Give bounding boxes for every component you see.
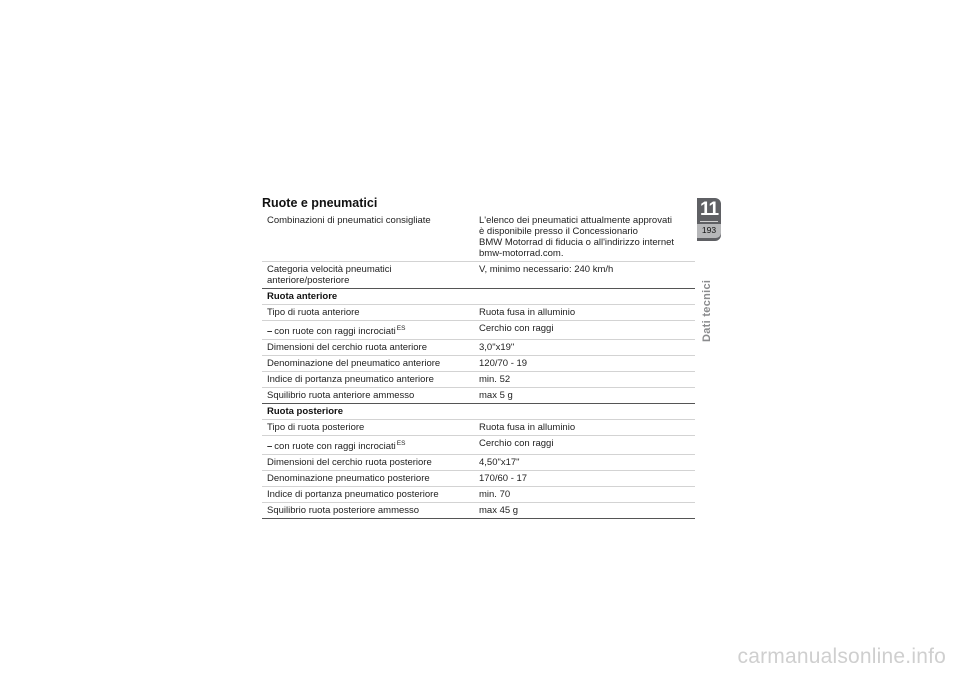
row-label xyxy=(262,321,474,340)
row-label xyxy=(262,436,474,455)
group-heading-label: Ruota posteriore xyxy=(262,404,695,420)
table-row xyxy=(262,388,695,404)
option-superscript: ES xyxy=(396,440,406,447)
row-value: V, minimo necessario: 240 km/h xyxy=(474,262,695,289)
table-row xyxy=(262,340,695,356)
row-value: 170/60 - 17 xyxy=(474,471,695,487)
table-row xyxy=(262,321,695,340)
specs-table xyxy=(262,213,695,519)
row-label: Tipo di ruota posteriore xyxy=(262,420,474,436)
watermark: carmanualsonline.info xyxy=(737,645,946,668)
chapter-side-label: Dati tecnici xyxy=(701,279,713,342)
section-title: Ruote e pneumatici xyxy=(262,196,378,210)
row-label: Denominazione del pneumatico anteriore xyxy=(262,356,474,372)
table-row xyxy=(262,436,695,455)
table-row xyxy=(262,455,695,471)
group-heading-rear xyxy=(262,404,695,420)
table-row xyxy=(262,372,695,388)
row-label: Denominazione pneumatico posteriore xyxy=(262,471,474,487)
dash-icon: – xyxy=(267,326,273,337)
row-value: Cerchio con raggi xyxy=(474,436,695,455)
row-value xyxy=(474,213,695,262)
row-label-text: con ruote con raggi incrociati xyxy=(274,441,396,452)
table-row xyxy=(262,471,695,487)
dash-icon: – xyxy=(267,441,273,452)
chapter-number: 11 xyxy=(699,199,719,220)
chapter-tab xyxy=(697,198,721,241)
row-value: Cerchio con raggi xyxy=(474,321,695,340)
table-row xyxy=(262,262,695,289)
table-row xyxy=(262,420,695,436)
page-number: 193 xyxy=(697,224,721,238)
row-label: Dimensioni del cerchio ruota anteriore xyxy=(262,340,474,356)
row-value: 3,0"x19" xyxy=(474,340,695,356)
table-row xyxy=(262,487,695,503)
row-value: 120/70 - 19 xyxy=(474,356,695,372)
row-value: max 5 g xyxy=(474,388,695,404)
value-line: BMW Motorrad di fiducia o all'indirizzo internet xyxy=(479,237,675,248)
row-label: Indice di portanza pneumatico posteriore xyxy=(262,487,474,503)
chapter-divider xyxy=(700,221,718,222)
row-label: Categoria velocità pneumatici anteriore/posteriore xyxy=(262,262,474,289)
table-row xyxy=(262,356,695,372)
option-superscript: ES xyxy=(396,325,406,332)
table-row xyxy=(262,503,695,519)
row-label: Combinazioni di pneumatici consigliate xyxy=(262,213,474,262)
row-value: min. 70 xyxy=(474,487,695,503)
row-value: 4,50"x17" xyxy=(474,455,695,471)
row-label: Squilibrio ruota posteriore ammesso xyxy=(262,503,474,519)
value-line: L'elenco dei pneumatici attualmente approvati xyxy=(479,215,672,226)
row-label-text: con ruote con raggi incrociati xyxy=(274,326,396,337)
value-line: bmw-motorrad.com. xyxy=(479,248,564,259)
value-line: è disponibile presso il Concessionario xyxy=(479,226,638,237)
row-value: Ruota fusa in alluminio xyxy=(474,420,695,436)
row-label: Indice di portanza pneumatico anteriore xyxy=(262,372,474,388)
row-label: Tipo di ruota anteriore xyxy=(262,305,474,321)
row-label: Dimensioni del cerchio ruota posteriore xyxy=(262,455,474,471)
row-value: Ruota fusa in alluminio xyxy=(474,305,695,321)
row-value: max 45 g xyxy=(474,503,695,519)
row-value: min. 52 xyxy=(474,372,695,388)
row-label: Squilibrio ruota anteriore ammesso xyxy=(262,388,474,404)
group-heading-label: Ruota anteriore xyxy=(262,289,695,305)
group-heading-front xyxy=(262,289,695,305)
table-row xyxy=(262,213,695,262)
table-row xyxy=(262,305,695,321)
